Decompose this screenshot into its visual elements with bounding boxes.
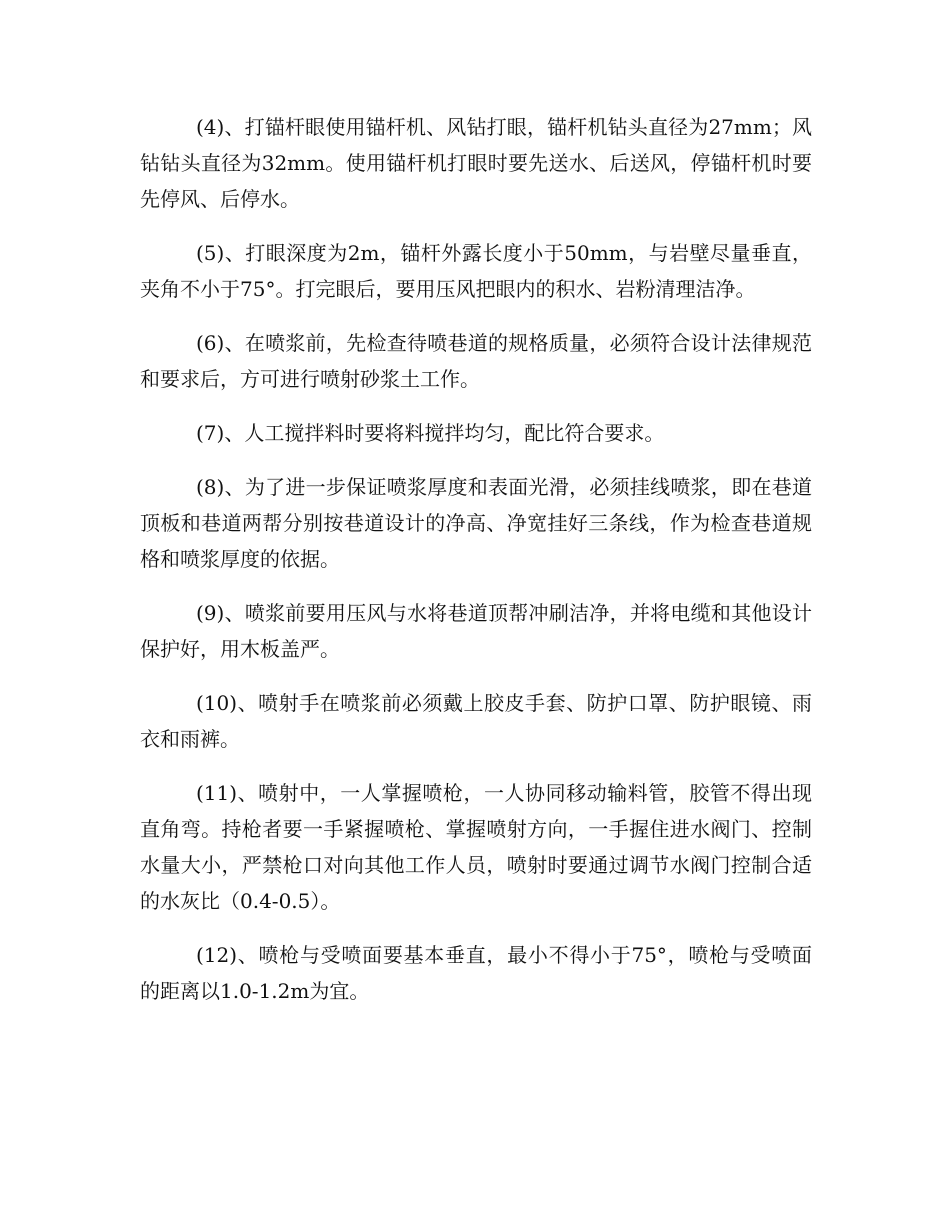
paragraph-6: (6)、在喷浆前，先检查待喷巷道的规格质量，必须符合设计法律规范和要求后，方可进行喷射砂浆土工作。 (140, 331, 812, 391)
paragraph-8: (8)、为了进一步保证喷浆厚度和表面光滑，必须挂线喷浆，即在巷道顶板和巷道两帮分别按巷道设计的净高、净宽挂好三条线，作为检查巷道规格和喷浆厚度的依据。 (140, 475, 812, 571)
paragraph-7: (7)、人工搅拌料时要将料搅拌均匀，配比符合要求。 (196, 421, 665, 445)
document-page (140, 109, 812, 1027)
paragraph-4: (4)、打锚杆眼使用锚杆机、风钻打眼，锚杆机钻头直径为27mm；风钻钻头直径为32mm。使用锚杆机打眼时要先送水、后送风，停锚杆机时要先停风、后停水。 (140, 115, 812, 211)
paragraph-5: (5)、打眼深度为2m，锚杆外露长度小于50mm，与岩壁尽量垂直，夹角不小于75°。打完眼后，要用压风把眼内的积水、岩粉清理洁净。 (140, 241, 812, 301)
paragraph-9: (9)、喷浆前要用压风与水将巷道顶帮冲刷洁净，并将电缆和其他设计保护好，用木板盖严。 (140, 601, 812, 661)
paragraph-12: (12)、喷枪与受喷面要基本垂直，最小不得小于75°，喷枪与受喷面的距离以1.0-1.2m为宜。 (140, 943, 812, 1003)
paragraph-10: (10)、喷射手在喷浆前必须戴上胶皮手套、防护口罩、防护眼镜、雨衣和雨裤。 (140, 691, 812, 751)
paragraph-11: (11)、喷射中，一人掌握喷枪，一人协同移动输料管，胶管不得出现直角弯。持枪者要一手紧握喷枪、掌握喷射方向，一手握住进水阀门、控制水量大小，严禁枪口对向其他工作人员，喷射时要通过调节水阀门控制合适的水灰比（0.4-0.5）。 (140, 781, 812, 913)
